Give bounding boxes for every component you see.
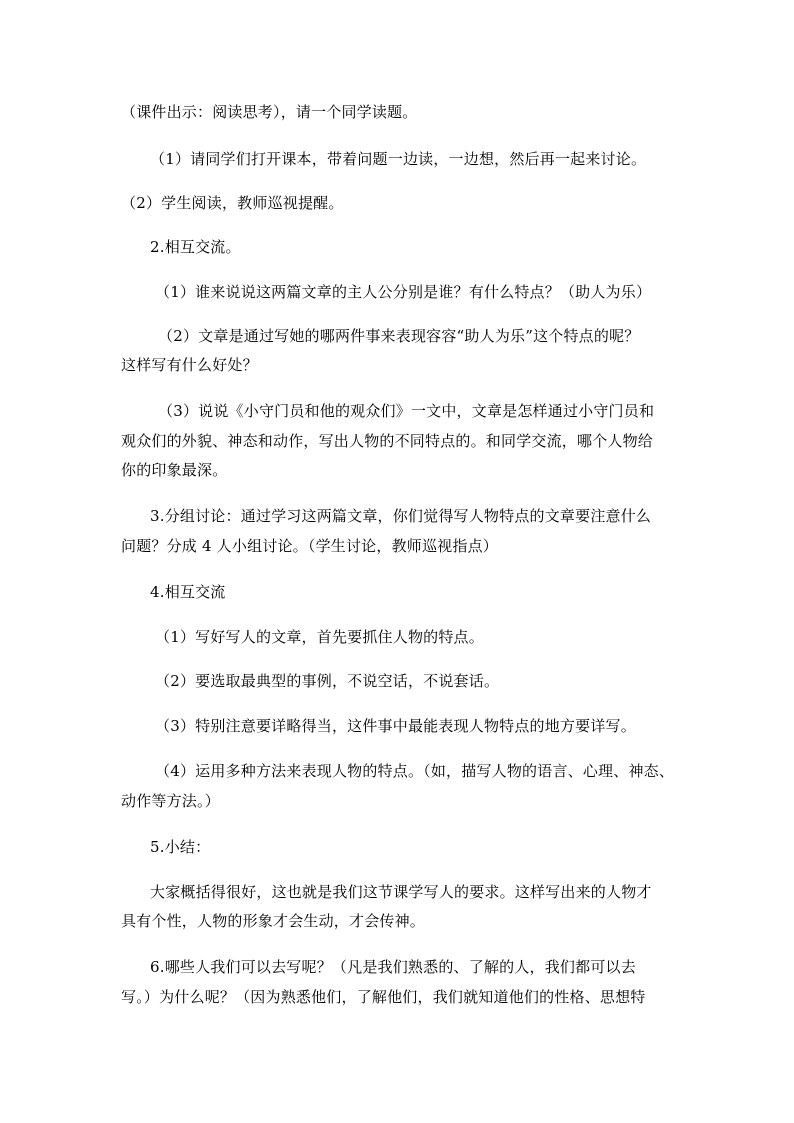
paragraph-line: （4）运用多种方法来表现人物的特点。（如，描写人物的语言、心理、神态、 (155, 762, 675, 780)
paragraph-line: 这样写有什么好处？ (121, 356, 258, 374)
paragraph-line: 3.分组讨论：通过学习这两篇文章，你们觉得写人物特点的文章要注意什么 (150, 507, 652, 525)
section-heading: 2.相互交流。 (150, 238, 241, 256)
paragraph-line: （2）学生阅读，教师巡视提醒。 (121, 194, 344, 212)
paragraph-line: （3）说说《小守门员和他的观众们》一文中，文章是怎样通过小守门员和 (158, 402, 655, 420)
section-heading: 5.小结： (150, 838, 211, 856)
paragraph-line: 问题？分成 4 人小组讨论。（学生讨论，教师巡视指点） (121, 537, 498, 555)
paragraph-line: （1）请同学们打开课本，带着问题一边读，一边想，然后再一起来讨论。 (150, 150, 647, 168)
paragraph-line: 你的印象最深。 (121, 461, 228, 479)
section-heading: 4.相互交流 (150, 583, 226, 601)
paragraph-line: （2）要选取最典型的事例，不说空话，不说套话。 (155, 672, 500, 690)
paragraph-line: （1）写好写人的文章，首先要抓住人物的特点。 (155, 628, 484, 646)
paragraph-line: （1）谁来说说这两篇文章的主人公分别是谁？有什么特点？（助人为乐） (155, 283, 652, 301)
paragraph-line: 写。）为什么呢？（因为熟悉他们，了解他们，我们就知道他们的性格、思想特 (121, 988, 646, 1006)
paragraph-line: 6.哪些人我们可以去写呢？（凡是我们熟悉的、了解的人，我们都可以去 (150, 958, 636, 976)
paragraph-line: 观众们的外貌、神态和动作，写出人物的不同特点的。和同学交流，哪个人物给 (121, 432, 654, 450)
paragraph-line: 具有个性，人物的形象才会生动，才会传神。 (121, 912, 426, 930)
paragraph-line: （3）特别注意要详略得当，这件事中最能表现人物特点的地方要详写。 (155, 717, 636, 735)
paragraph-line: （课件出示：阅读思考），请一个同学读题。 (121, 103, 418, 121)
paragraph-line: （2）文章是通过写她的哪两件事来表现容容“助人为乐”这个特点的呢？ (158, 327, 640, 345)
paragraph-line: 动作等方法。） (121, 792, 220, 810)
paragraph-line: 大家概括得很好，这也就是我们这节课学写人的要求。这样写出来的人物才 (150, 883, 652, 901)
